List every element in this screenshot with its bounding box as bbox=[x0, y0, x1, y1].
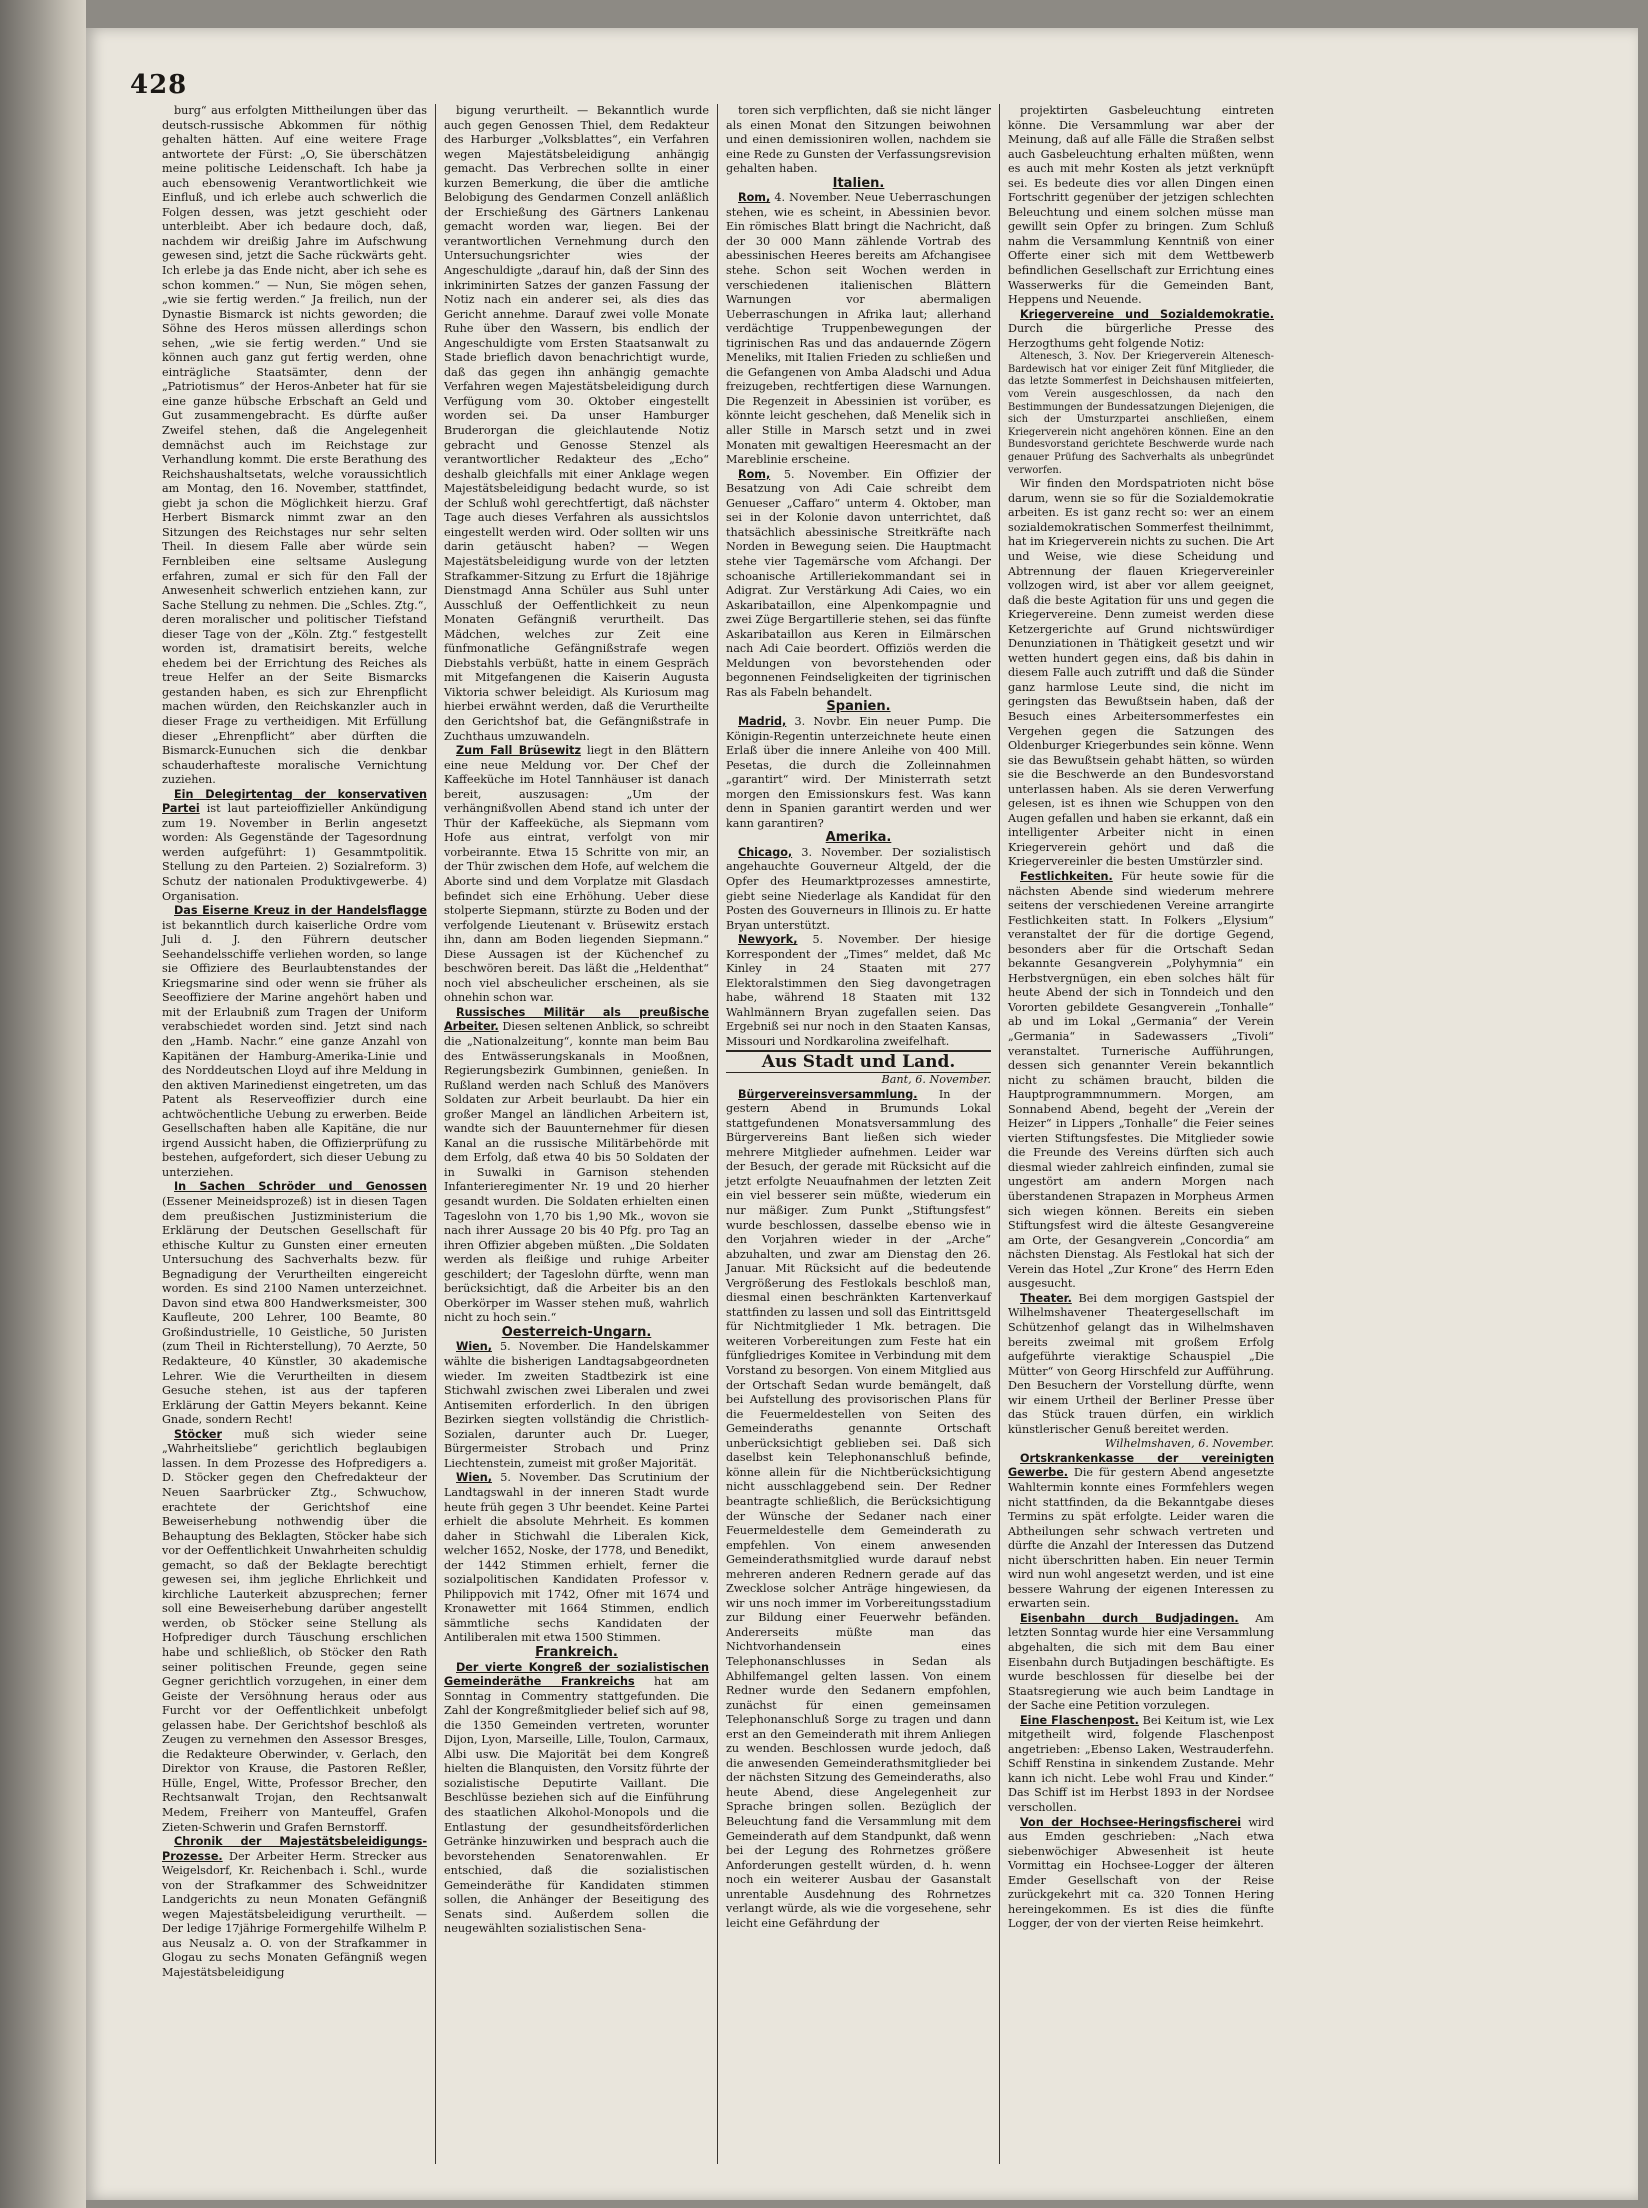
article-headline: Newyork, bbox=[738, 933, 798, 947]
article-headline: Eisenbahn durch Budjadingen. bbox=[1020, 1611, 1239, 1625]
article-paragraph bbox=[726, 468, 991, 701]
column-2 bbox=[436, 104, 718, 2164]
article-headline: Rom, bbox=[738, 191, 771, 205]
article-text: (Essener Meineidsprozeß) ist in diesen Tagen dem preußischen Justizministerium die Erklärung der Deutschen Gesellschaft für ethische Kultur zu Gunsten einer erneuten Untersuchung des Sachverhalts bezw. für Begnadigung der Verurtheilten eingereicht worden. Es sind 2100 Namen unterzeichnet. Davon sind etwa 800 Handwerksmeister, 300 Kaufleute, 200 Lehrer, 100 Beamte, 80 Großindustrielle, 10 Geistliche, 50 Juristen (zum Theil in Richterstellung), 70 Aerzte, 50 Redakteure, 40 Künstler, 30 akademische Lehrer. Wie die Verurtheilten in diesem Gesuche stehen, ist aus der tapferen Erklärung der Gattin Meyers bekannt. Keine Gnade, sondern Recht! bbox=[162, 1195, 427, 1427]
article-paragraph bbox=[1008, 1612, 1274, 1714]
article-headline: Kriegervereine und Sozialdemokratie. bbox=[1020, 307, 1274, 321]
dateline: Bant, 6. November. bbox=[881, 1073, 991, 1087]
article-paragraph bbox=[1008, 477, 1274, 870]
article-text: bigung verurtheilt. — Bekanntlich wurde auch gegen Genossen Thiel, dem Redakteur des Harburger „Volksblattes“, ein Verfahren wegen Majestätsbeleidigung anhängig gemacht. Das Verbrechen sollte in einer kurzen Bemerkung, die über die amtliche Belobigung des Gendarmen Conzell anläßlich der Erschießung des Gärtners Lankenau gemacht worden war, liegen. Bei der verantwortlichen Vernehmung durch den Untersuchungsrichter wies der Angeschuldigte „darauf hin, daß der Sinn des inkriminirten Satzes der ganzen Fassung der Notiz nach ein anderer sei, als dies das Gericht annehme. Darauf zwei volle Monate Ruhe über den Wassern, bis endlich der Angeschuldigte vom Ersten Staatsanwalt zu Stade brieflich davon benachrichtigt wurde, daß das gegen ihn anhängig gemachte Verfahren wegen Majestätsbeleidigung durch Verfügung vom 30. Oktober eingestellt worden sei. Da unser Hamburger Bruderorgan die gleichlautende Notiz gebracht und Genosse Stenzel als verantwortlicher Redakteur des „Echo“ deshalb gleichfalls mit einer Anklage wegen Majestätsbeleidigung bedacht wurde, so ist der Schluß wohl gerechtfertigt, daß nächster Tage auch dieses Verfahren als aussichtslos eingestellt werden wird. Oder sollten wir uns darin getäuscht haben? — Wegen Majestätsbeleidigung wurde von der letzten Strafkammer-Sitzung zu Erfurt die 18jährige Dienstmagd Anna Schüler aus Suhl unter Ausschluß der Oeffentlichkeit zu neun Monaten Gefängniß verurtheilt. Das Mädchen, welches zur Zeit eine fünfmonatliche Gefängnißstrafe wegen Diebstahls verbüßt, hatte in einem Gespräch mit Mitgefangenen die Kaiserin Augusta Viktoria schwer beleidigt. Als Kuriosum mag hierbei erwähnt werden, daß die Verurtheilte den Gerichtshof bat, die Gefängnißstrafe in Zuchthaus umzuwandeln. bbox=[444, 104, 709, 743]
article-headline: In Sachen Schröder und Genossen bbox=[174, 1180, 427, 1194]
article-paragraph bbox=[444, 104, 709, 744]
article-paragraph bbox=[162, 104, 427, 788]
section-heading: Italien. bbox=[832, 175, 885, 191]
article-headline: Von der Hochsee-Heringsfischerei bbox=[1020, 1815, 1242, 1829]
article-headline: Chronik der Majestätsbeleidigungs-Prozesse. bbox=[162, 1835, 427, 1863]
article-text: In der gestern Abend in Brumunds Lokal stattgefundenen Monatsversammlung des Bürgervereins Bant ließen sich wieder mehrere Mitglieder aufnehmen. Leider war der Besuch, der gerade mit Rücksicht auf die jetzt erfolgte Neuaufnahmen der letzten Zeit ein viel besserer sein müßte, wiederum ein nur mäßiger. Zum Punkt „Stiftungsfest“ wurde beschlossen, dasselbe ebenso wie in den Vorjahren wieder in der „Arche“ abzuhalten, und zwar am Dienstag den 26. Januar. Mit Rücksicht auf die bedeutende Vergrößerung des Festlokals beschloß man, diesmal einen beschränkten Kartenverkauf stattfinden zu lassen und soll das Eintrittsgeld für Nichtmitglieder 1 Mk. betragen. Die weiteren Vorbereitungen zum Feste hat ein fünfgliedriges Komitee in Verbindung mit dem Vorstand zu besorgen. Von einem Mitglied aus der Ortschaft Sedan wurde bemängelt, daß bei Aufstellung des provisorischen Plans für die Feuermeldestellen von Seiten des Gemeinderaths genannte Ortschaft unberücksichtigt geblieben sei. Daß sich daselbst kein Telephonanschluß befinde, könne allein für die Nichtberücksichtigung nicht ausschlaggebend sein. Der Redner beantragte schließlich, die Berücksichtigung der Wünsche der Sedaner nach einer Feuermeldestelle dem Gemeinderath zu empfehlen. Von einem anwesenden Gemeinderathsmitglied wurde darauf nebst mehreren anderen Rednern gerade auf das Zwecklose solcher Anträge hingewiesen, da wir uns noch immer im Vorbereitungsstadium zur Bildung einer Feuerwehr befänden. Andererseits müßte man das Nichtvorhandensein eines Telephonanschlusses in Sedan als Abhilfemangel gelten lassen. Von einem Redner wurde den Sedanern empfohlen, zunächst für einen gemeinsamen Telephonanschluß Sorge zu tragen und dann erst an den Gemeinderath mit ihrem Anliegen zu wenden. Beschlossen wurde jedoch, daß die anwesenden Gemeinderathsmitglieder bei der nächsten Sitzung des Gemeinderaths, also heute Abend, diese Angelegenheit zur Sprache bringen sollen. Bezüglich der Beleuchtung fand die Versammlung mit dem Gemeinderath auf dem Standpunkt, daß wenn bei der Legung des Rohrnetzes größere Anforderungen gestellt würden, d. h. wenn noch ein weiterer Ausbau der Gasanstalt unrentable Ausdehnung des Rohrnetzes verlangt würde, als wie die vorgesehene, sehr leicht eine Gefährdung der bbox=[726, 1087, 991, 1930]
article-headline: Chicago, bbox=[738, 845, 793, 859]
dateline: Wilhelmshaven, 6. November. bbox=[1104, 1437, 1274, 1451]
article-headline: Madrid, bbox=[738, 714, 787, 728]
page-number: 428 bbox=[130, 70, 188, 100]
article-paragraph bbox=[444, 1340, 709, 1471]
article-paragraph bbox=[444, 744, 709, 1006]
article-text: 5. November. Das Scrutinium der Landtagswahl in der inneren Stadt wurde heute früh gegen 3 Uhr beendet. Keine Partei erhielt die absolute Mehrheit. Es kommen daher in Stichwahl die Liberalen Kick, welcher 1652, Noske, der 1778, und Benedikt, der 1442 Stimmen erhielt, ferner die sozialpolitischen Kandidaten Professor v. Philippovich mit 1742, Ofner mit 1674 und Kronawetter mit 1664 Stimmen, endlich sämmtliche sechs Kandidaten der Antiliberalen mit etwa 1500 Stimmen. bbox=[444, 1471, 709, 1645]
article-text: Für heute sowie für die nächsten Abende sind wiederum mehrere seitens der verschiedenen Vereine arrangirte Festlichkeiten statt. In Folkers „Elysium“ veranstaltet der für die dortige Gegend, besonders aber für die Ortschaft Sedan bekannte Gesangverein „Polyhymnia“ ein Herbstvergnügen, ein eben solches hält für heute Abend der sich in Tonndeich und den Vororten gebildete Gesangverein „Tonhalle“ ab und im Lokal „Germania“ der Verein „Germania“ in Sadewassers „Tivoli“ veranstaltet. Turnerische Aufführungen, dessen sich genannter Verein bekanntlich nicht zu schämen braucht, bilden die Hauptprogrammnummern. Morgen, am Sonnabend Abend, begeht der „Verein der Heizer“ in Lippers „Tonhalle“ die Feier seines vierten Stiftungsfestes. Die Mitglieder sowie die Freunde des Vereins dürften sich auch diesmal wieder zahlreich einfinden, zumal sie ungestört am andern Morgen nach überstandenen Strapazen in Morpheus Armen sich wiegen können. Bereits ein sieben Stiftungsfest wird die älteste Gesangvereine am Orte, der Gesangverein „Concordia“ am nächsten Dienstag. Als Festlokal hat sich der Verein das Hotel „Zur Krone“ des Herrn Eden ausgesucht. bbox=[1008, 870, 1274, 1291]
article-headline: Festlichkeiten. bbox=[1020, 870, 1113, 883]
article-text: 5. November. Der hiesige Korrespondent der „Times“ meldet, daß Mc Kinley in 24 Staaten mit 277 Elektoralstimmen den Sieg davongetragen habe, während 18 Staaten mit 132 Wahlmännern Bryan zugefallen seien. Das Ergebniß sei nur noch in den Staaten Kansas, Missouri und Nordkarolina zweifelhaft. bbox=[726, 933, 991, 1048]
local-news-heading: Aus Stadt und Land. bbox=[726, 1050, 991, 1074]
article-text: Diesen seltenen Anblick, so schreibt die „Nationalzeitung“, konnte man beim Bau des Entwässerungskanals in Mooßnen, Regierungsbezirk Gumbinnen, genießen. In Rußland werden nach Schluß des Manövers Soldaten zur Arbeit beurlaubt. Da hier ein großer Mangel an ländlichen Arbeitern ist, wandte sich der Bauunternehmer für diesen Kanal an die russische Militärbehörde mit dem Erfolg, daß etwa 40 bis 50 Soldaten der in Suwalki in Garnison stehenden Infanterieregimenter Nr. 19 und 20 hierher gesandt wurden. Die Soldaten erhielten einen Tageslohn von 1,70 bis 1,90 Mk., wovon sie nach ihrer Aussage 20 bis 40 Pfg. pro Tag an ihren Offizier abgeben müßten. „Die Soldaten werden als fleißige und ruhige Arbeiter geschildert; der Tageslohn dürfte, wenn man berücksichtigt, daß die Arbeiter bis an den Oberkörper im Wasser stehen muß, wahrlich nicht zu hoch sein.“ bbox=[444, 1020, 709, 1325]
text-columns bbox=[154, 104, 1564, 2164]
article-paragraph bbox=[726, 933, 991, 1049]
article-text: Der Arbeiter Herm. Strecker aus Weigelsdorf, Kr. Reichenbach i. Schl., wurde von der Strafkammer des Schweidnitzer Landgerichts zu neun Monaten Gefängniß wegen Majestätsbeleidigung verurtheilt. — Der ledige 17jährige Formergehilfe Wilhelm P. aus Neusalz a. O. von der Strafkammer in Glogau zu sechs Monaten Gefängniß wegen Majestätsbeleidigung bbox=[162, 1849, 427, 1979]
article-headline: Bürgervereinsversammlung. bbox=[738, 1087, 918, 1101]
article-text: ist laut parteioffizieller Ankündigung zum 19. November in Berlin angesetzt worden: Als Gegenstände der Tagesordnung werden aufgeführt: 1) Gesammtpolitik. Stellung zu den Parteien. 2) Sozialreform. 3) Schutz der nationalen Produktivgewerbe. 4) Organisation. bbox=[162, 802, 427, 903]
article-text: Bei dem morgigen Gastspiel der Wilhelmshavener Theatergesellschaft im Schützenhof gelangt das in Wilhelmshaven bereits zweimal mit großem Erfolg aufgeführte vieraktige Schauspiel „Die Mütter“ von Georg Hirschfeld zur Aufführung. Den Besuchern der Vorstellung dürfte, wenn wir einem Urtheil der Berliner Presse über das Stück trauen dürfen, ein wirklich künstlerischer Genuß bereitet werden. bbox=[1008, 1291, 1274, 1436]
article-text: Altenesch, 3. Nov. Der Kriegerverein Altenesch-Bardewisch hat vor einiger Zeit fünf Mitglieder, die das letzte Sommerfest in Deichshausen mitfeierten, vom Verein ausgeschlossen, da nach den Bestimmungen der Bundessatzungen Diejenigen, die sich der Umsturzpartei anschließen, einem Kriegerverein nicht angehören können. Eine an den Bundesvorstand gerichtete Beschwerde wurde nach genauer Prüfung des Sachverhalts als unbegründet verworfen. bbox=[1008, 351, 1274, 476]
quoted-notice bbox=[1008, 351, 1274, 477]
article-text: Bei Keitum ist, wie Lex mitgetheilt wird, folgende Flaschenpost angetrieben: „Ebenso Laken, Westrauderfehn. Schiff Renstina in sinkendem Zustande. Mehr kann ich nicht. Lebe wohl Frau und Kinder.“ Das Schiff ist im Herbst 1893 in der Nordsee verschollen. bbox=[1008, 1713, 1274, 1814]
article-text: burg“ aus erfolgten Mittheilungen über das deutsch-russische Abkommen für nöthig gehalten hätten. Auf eine weitere Frage antwortete der Fürst: „O, Sie überschätzen meine politische Leidenschaft. Ich habe ja auch ebensowenig Verantwortlichkeit wie Einfluß, und ich erlebe auch schwerlich die Folgen dessen, was jetzt geschieht oder unterbleibt. Aber ich bedaure doch, daß, nachdem wir dreißig Jahre im Aufschwung gewesen sind, jetzt die Sache rückwärts geht. Ich erlebe ja das Ende nicht, aber ich sehe es schon kommen.“ — Nun, Sie mögen sehen, „wie sie fertig werden.“ Ja freilich, nun der Dynastie Bismarck ist nichts geworden; die Söhne des Heros müssen allerdings schon sehen, „wie sie fertig werden.“ Und sie können auch ganz gut fertig werden, ohne einträgliche Staatsämter, denn der „Patriotismus“ der Heros-Anbeter hat für sie eine ganze hübsche Erbschaft an Geld und Gut zusammengebracht. Es dürfte außer Zweifel stehen, daß die Angelegenheit demnächst auch im Reichstage zur Verhandlung kommt. Die erste Berathung des Reichshaushaltsetats, welche voraussichtlich am Montag, den 16. November, stattfindet, giebt ja schon die Möglichkeit hierzu. Graf Herbert Bismarck nimmt zwar an den Sitzungen des Reichstages nur sehr selten Theil. In diesem Falle aber würde sein Fernbleiben eine seltsame Auslegung erfahren, zumal er sich für den Fall der Anwesenheit schwerlich entziehen kann, zur Sache Stellung zu nehmen. Die „Schles. Ztg.“, deren moralischer und politischer Tiefstand dieser Tage von der „Köln. Ztg.“ festgestellt worden ist, dramatisirt bereits, welche ehedem bei der Errichtung des Reiches als treue Helfer an der Seite Bismarcks gestanden haben, es sich zur Ehrenpflicht machen würden, den Reichskanzler auch in dieser Frage zu vertheidigen. Mit Erfüllung dieser „Ehrenpflicht“ aber dürften die Bismarck-Eunuchen sich die denkbar schauderhafteste moralische Vernichtung zuziehen. bbox=[162, 104, 427, 787]
article-headline: Russisches Militär als preußische Arbeiter. bbox=[444, 1005, 709, 1034]
article-paragraph bbox=[1008, 104, 1274, 308]
article-paragraph bbox=[162, 1835, 427, 1980]
article-paragraph bbox=[1008, 1816, 1274, 1932]
article-headline: Eine Flaschenpost. bbox=[1020, 1713, 1139, 1727]
article-paragraph bbox=[444, 1661, 709, 1937]
article-text: wird aus Emden geschrieben: „Nach etwa siebenwöchiger Abwesenheit ist heute Vormittag ein Hochsee-Logger der älteren Emder Gesellschaft von der Reise zurückgekehrt mit ca. 320 Tonnen Hering hereingekommen. Es ist dies die fünfte Logger, der von der vierten Reise heimkehrt. bbox=[1008, 1815, 1274, 1931]
article-paragraph bbox=[726, 104, 991, 177]
article-paragraph bbox=[1008, 1714, 1274, 1816]
article-text: 3. November. Der sozialistisch angehauchte Gouverneur Altgeld, der die Opfer des Heumarktprozesses amnestirte, giebt seine Niederlage als Kandidat für den Posten des Gouverneurs in Illinois zu. Er hatte Bryan unterstützt. bbox=[726, 845, 991, 932]
article-paragraph bbox=[1008, 1452, 1274, 1612]
article-headline: Wien, bbox=[456, 1340, 492, 1354]
article-paragraph bbox=[162, 1428, 427, 1835]
article-text: liegt in den Blättern eine neue Meldung vor. Der Chef der Kaffeeküche im Hotel Tannhäuser ist danach bereit, auszusagen: „Um der verhängnißvollen Abend stand ich unter der Thür der Kaffeeküche, als Siepmann vom Hofe aus eintrat, verfolgt von mir vorbeirannte. Etwa 15 Schritte von mir, an der Thür zwischen dem Hofe, auf welchem die Aborte sind und dem Vorplatze mit Glasdach befindet sich eine Erhöhung. Ueber diese stolperte Siepmann, stürzte zu Boden und der verfolgende Lieutenant v. Brüsewitz erstach ihn, dann am Boden liegenden Siepmann.“ Diese Aussagen ist der Küchenchef zu beschwören bereit. Das läßt die „Heldenthat“ noch viel abscheulicher erscheinen, als sie ohnehin schon war. bbox=[444, 744, 709, 1005]
article-headline: Zum Fall Brüsewitz bbox=[456, 744, 581, 758]
article-text: muß sich wieder seine „Wahrheitsliebe“ gerichtlich beglaubigen lassen. In dem Prozesse des Hofpredigers a. D. Stöcker gegen den Chefredakteur der Neuen Saarbrücker Ztg., Schwuchow, erachtete der Gerichtshof eine Beweiserhebung nothwendig über die Behauptung des Beklagten, Stöcker habe sich vor der Oeffentlichkeit Unwahrheiten schuldig gemacht, so daß der Beklagte berechtigt gewesen sei, ihm jegliche Ehrlichkeit und kirchliche Lauterkeit abzusprechen; ferner soll eine Beweiserhebung darüber angestellt werden, ob Stöcker seine Stellung als Hofprediger durch Täuschung erschlichen habe und schließlich, ob Stöcker den Rath seiner politischen Freunde, gegen seine Gegner gerichtlich vorzugehen, in einer dem Geiste der Versöhnung heraus oder aus Furcht vor der Oeffentlichkeit unbefolgt gelassen habe. Der Gerichtshof beschloß als Zeugen zu vernehmen den Assessor Bresges, die Redakteure Oberwinder, v. Gerlach, den Direktor von Krause, die Pastoren Reßler, Hülle, Engel, Witte, Professor Brecher, den Rechtsanwalt Trojan, den Rechtsanwalt Medem, Freiherr von Manteuffel, Grafen Zieten-Schwerin und Grafen Bernstorff. bbox=[162, 1427, 427, 1834]
article-headline: Ortskrankenkasse der vereinigten Gewerbe. bbox=[1008, 1451, 1274, 1480]
article-text: Durch die bürgerliche Presse des Herzogthums geht folgende Notiz: bbox=[1008, 322, 1274, 350]
section-heading: Frankreich. bbox=[535, 1644, 618, 1660]
article-paragraph bbox=[444, 1471, 709, 1646]
article-headline: Wien, bbox=[456, 1471, 492, 1485]
article-paragraph bbox=[1008, 870, 1274, 1292]
article-paragraph bbox=[162, 904, 427, 1180]
article-paragraph bbox=[1008, 308, 1274, 352]
section-heading: Amerika. bbox=[825, 830, 892, 846]
article-headline: Theater. bbox=[1020, 1291, 1072, 1305]
article-text: ist bekanntlich durch kaiserliche Ordre vom Juli d. J. den Führern deutscher Seehandelsschiffe verliehen worden, so lange sie Offiziere des Beurlaubtenstandes der Kriegsmarine sind oder wenn sie früher als Seeoffiziere der Marine angehört haben und mit der Erlaubniß zum Tragen der Uniform verabschiedet worden sind. Jetzt sind nach den „Hamb. Nachr.“ eine ganze Anzahl von Kapitänen der Hamburg-Amerika-Linie und des Norddeutschen Lloyd auf ihre Meldung in den aktiven Marinedienst eingetreten, um das Patent als Reserveoffizier durch eine achtwöchentliche Uebung zu erwerben. Beide Gesellschaften haben alle Kapitäne, die nur irgend Aussicht haben, die Offizierprüfung zu bestehen, aufgefordert, sich dieser Uebung zu unterziehen. bbox=[162, 918, 427, 1179]
column-1 bbox=[154, 104, 436, 2164]
article-text: projektirten Gasbeleuchtung eintreten könne. Die Versammlung war aber der Meinung, daß auf alle Fälle die Straßen selbst auch Gasbeleuchtung erhalten müßten, wenn es auch mit mehr Kosten als jetzt verknüpft sei. Es bedeute dies vor allen Dingen einen Fortschritt gegenüber der jetzigen schlechten Beleuchtung und einem solchen müsse man gewillt sein Opfer zu bringen. Zum Schluß nahm die Versammlung Kenntniß von einer Offerte einer sich mit dem Wettbewerb befindlichen Gesellschaft zur Errichtung eines Wasserwerks für die Gemeinden Bant, Heppens und Neuende. bbox=[1008, 104, 1274, 307]
article-paragraph bbox=[726, 191, 991, 467]
article-paragraph bbox=[1008, 1292, 1274, 1437]
article-paragraph bbox=[444, 1006, 709, 1326]
article-headline: Der vierte Kongreß der sozialistischen Gemeinderäthe Frankreichs bbox=[444, 1660, 709, 1689]
column-4 bbox=[1000, 104, 1282, 2164]
article-text: Die für gestern Abend angesetzte Wahltermin konnte eines Formfehlers wegen nicht stattfinden, da die Bekanntgabe dieses Termins zu spät erfolgte. Leider waren die Abtheilungen sehr schwach vertreten und dürfte die Anzahl der Interessen das Dutzend nicht überschritten haben. Ein neuer Termin wird nun wohl angesetzt werden, und ist eine bessere Wahrung der eigenen Interessen zu erwarten sein. bbox=[1008, 1466, 1274, 1611]
article-paragraph bbox=[162, 788, 427, 904]
article-text: hat am Sonntag in Commentry stattgefunden. Die Zahl der Kongreßmitglieder belief sich auf 98, die 1350 Gemeinden vertreten, worunter Dijon, Lyon, Marseille, Lille, Toulon, Carmaux, Albi usw. Die Majorität bei dem Kongreß hielten die Blanquisten, den Vorsitz führte der sozialistische Deputirte Vaillant. Die Beschlüsse beziehen sich auf die Einführung des staatlichen Alkohol-Monopols und die Entlastung der gesundheitsförderlichen Getränke hinzuwirken und besprach auch die bevorstehenden Senatorenwahlen. Er entschied, daß die sozialistischen Gemeinderäthe für Kandidaten stimmen sollen, die Anhänger der Beseitigung des Senats sind. Außerdem sollen die neugewählten sozialistischen Sena- bbox=[444, 1675, 709, 1936]
article-headline: Das Eiserne Kreuz in der Handelsflagge bbox=[174, 904, 427, 918]
article-text: 4. November. Neue Ueberraschungen stehen, wie es scheint, in Abessinien bevor. Ein römisches Blatt bringt die Nachricht, daß der 30 000 Mann zählende Vortrab des abessinischen Heeres bereits am Afchangisee stehe. Schon seit Wochen werden in verschiedenen italienischen Blättern Warnungen vor abermaligen Ueberraschungen in Afrika laut; allerhand verdächtige Truppenbewegungen der tigrinischen Ras und das andauernde Zögern Meneliks, mit Italien Frieden zu schließen und die Gefangenen von Amba Aladschi und Adua freizugeben, rechtfertigen diese Warnungen. Die Regenzeit in Abessinien ist vorüber, es könnte leicht geschehen, daß Menelik sich in aller Stille in Marsch setzt und in zwei Monaten mit gewaltigen Heeresmacht an der Mareblinie erscheine. bbox=[726, 191, 991, 467]
column-3 bbox=[718, 104, 1000, 2164]
article-text: toren sich verpflichten, daß sie nicht länger als einen Monat den Sitzungen beiwohnen und einen demissioniren wollen, nachdem sie eine Rede zu Gunsten der Verfassungsrevision gehalten haben. bbox=[726, 104, 991, 176]
article-headline: Stöcker bbox=[174, 1427, 222, 1441]
article-text: 5. November. Ein Offizier der Besatzung von Adi Caie schreibt dem Genueser „Caffaro“ unterm 4. Oktober, man sei in der Kolonie davon unterrichtet, daß thatsächlich abessinische Streitkräfte nach Norden in Bewegung seien. Die Hauptmacht stehe vier Tagemärsche vom Afchangi. Der schoanische Artilleriekommandant sei in Adigrat. Zur Verstärkung Adi Caies, wo ein Askaribataillon, eine Alpenkompagnie und zwei Züge Bergartillerie stehen, sei das fünfte Askaribataillon aus Keren in Eilmärschen nach Adi Caie beordert. Offiziös werden die Meldungen von bevorstehenden oder begonnenen Feindseligkeiten der tigrinischen Ras als Fabeln behandelt. bbox=[726, 467, 991, 699]
article-headline: Rom, bbox=[738, 467, 771, 481]
book-binding-edge bbox=[0, 0, 86, 2208]
article-paragraph bbox=[726, 715, 991, 831]
article-text: 3. Novbr. Ein neuer Pump. Die Königin-Regentin unterzeichnete heute einen Erlaß über die innere Anleihe von 400 Mill. Pesetas, die durch die Zolleinnahmen „garantirt“ wird. Der Ministerrath setzt morgen den Emissionskurs fest. Was kann denn in Spanien garantirt werden und wer kann garantiren? bbox=[726, 714, 991, 830]
article-paragraph bbox=[726, 1088, 991, 1932]
article-headline: Ein Delegirtentag der konservativen Partei bbox=[162, 787, 427, 816]
article-text: Wir finden den Mordspatrioten nicht böse darum, wenn sie so für die Sozialdemokratie arbeiten. Es ist ganz recht so: wer an einem sozialdemokratischen Sommerfest theilnimmt, hat im Kriegerverein nichts zu suchen. Die Art und Weise, wie diese Scheidung und Abtrennung der flauen Kriegervereinler vollzogen wird, ist aber vor allem geeignet, daß die beste Agitation für uns und gegen die Kriegervereine. Denn zumeist werden diese Ketzergerichte auf Grund nichtswürdiger Denunziationen in Thätigkeit gesetzt und wir wetten hundert gegen eins, daß bis dahin in diesem Falle auch zutrifft und daß die Sünder ganz harmlose Leute sind, die nicht im geringsten das Bewußtsein haben, daß der Besuch eines Arbeitersommerfestes ein Vergehen gegen die Satzungen des Oldenburger Kriegerbundes sein könne. Wenn sie das Bewußtsein gehabt hätten, so würden sie die Beschwerde an den Bundesvorstand unterlassen haben. Als sie deren Verwerfung gelesen, ist es ihnen wie Schuppen von den Augen gefallen und haben sie erkannt, daß ein intelligenter Arbeiter nicht in einen Kriegerverein gehört und daß die Kriegervereinler die besten Umstürzler sind. bbox=[1008, 477, 1274, 869]
section-heading: Spanien. bbox=[826, 699, 891, 715]
article-paragraph bbox=[726, 846, 991, 933]
article-text: 5. November. Die Handelskammer wählte die bisherigen Landtagsabgeordneten wieder. Im zweiten Stadtbezirk ist eine Stichwahl zwischen zwei Liberalen und zwei Antisemiten erforderlich. In den übrigen Bezirken siegten vollständig die Christlich-Sozialen, darunter auch Dr. Lueger, Bürgermeister Strobach und Prinz Liechtenstein, zumeist mit großer Majorität. bbox=[444, 1340, 709, 1470]
section-heading: Oesterreich-Ungarn. bbox=[501, 1324, 652, 1340]
article-text: Am letzten Sonntag wurde hier eine Versammlung abgehalten, die sich mit dem Bau einer Eisenbahn durch Butjadingen beschäftigte. Es wurde beschlossen für dieselbe bei der Staatsregierung wie auch beim Landtage in der Sache eine Petition vorzulegen. bbox=[1008, 1611, 1274, 1713]
article-paragraph bbox=[162, 1180, 427, 1427]
